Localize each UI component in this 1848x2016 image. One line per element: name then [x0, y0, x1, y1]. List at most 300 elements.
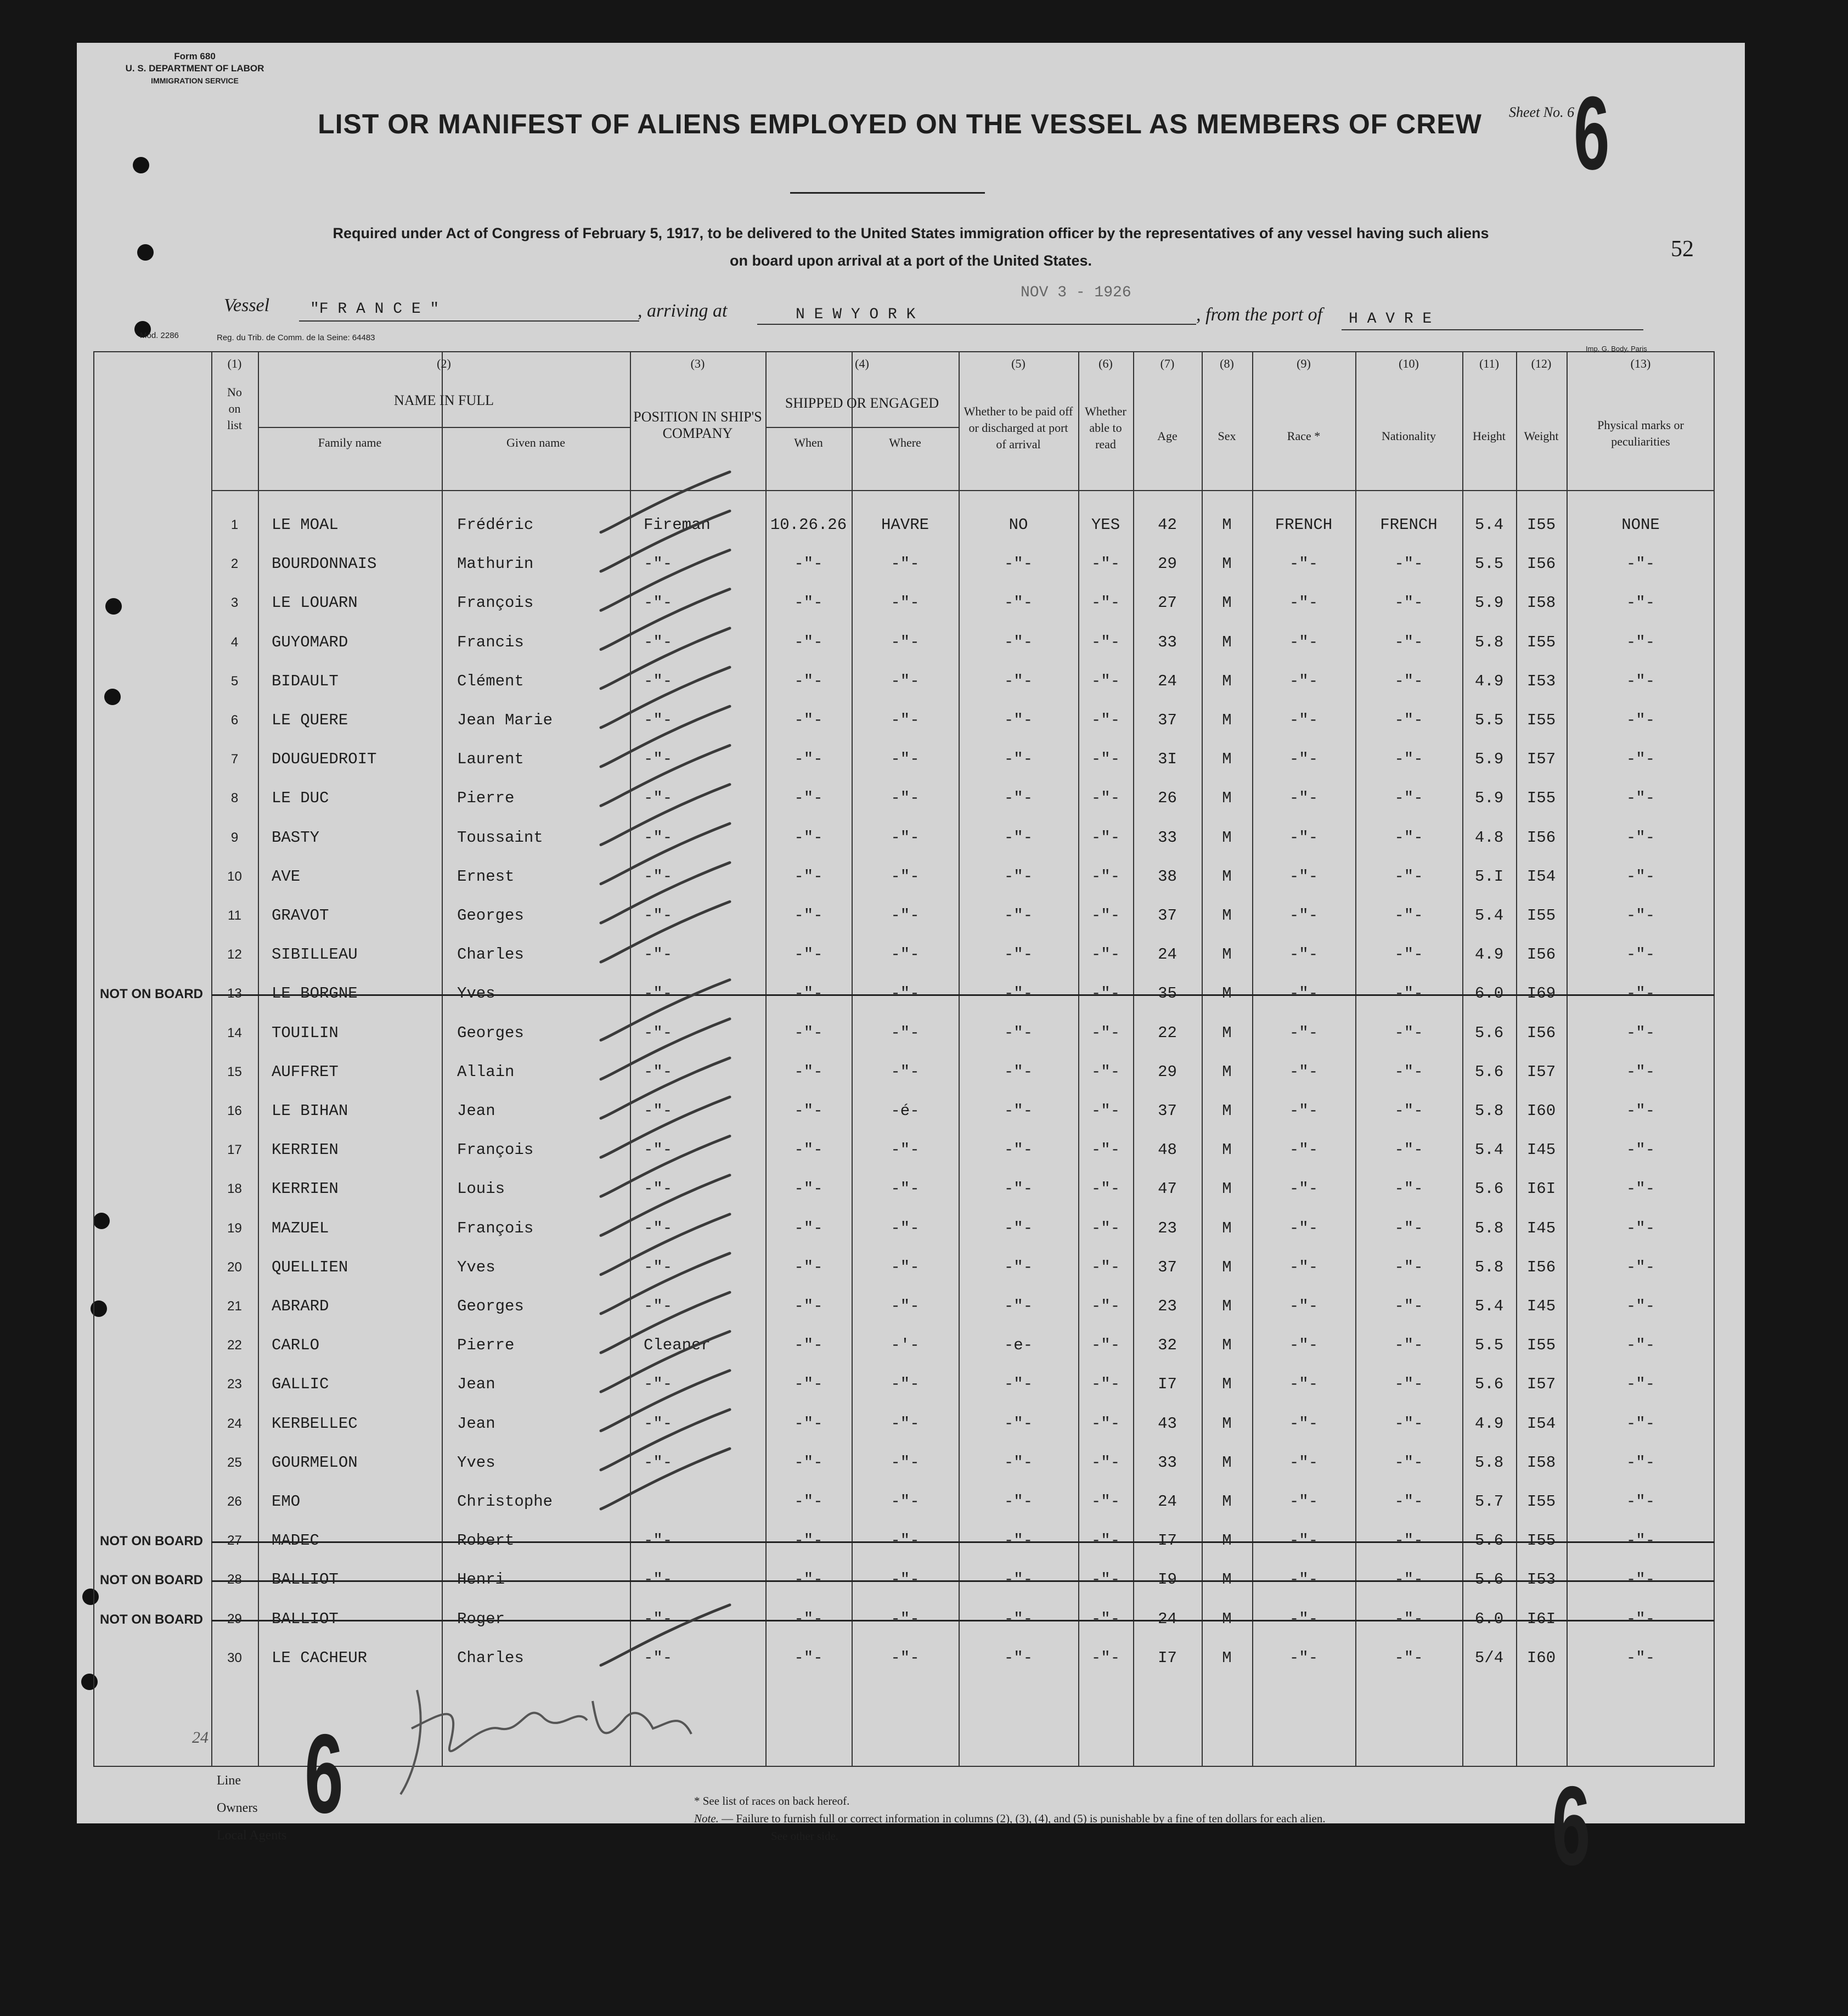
cell-nationality: -"-	[1394, 1414, 1423, 1433]
cell-weight: I6I	[1526, 1609, 1556, 1628]
cell-paid: -"-	[1004, 711, 1033, 729]
cell-when: -"-	[794, 594, 823, 612]
cell-paid: -"-	[1004, 555, 1033, 573]
cell-height: 4.9	[1474, 1414, 1504, 1433]
cell-race: -"-	[1289, 1180, 1319, 1198]
cell-position: -"-	[644, 1180, 673, 1198]
cell-sex: M	[1222, 1141, 1232, 1159]
footer-note-races: * See list of races on back hereof.	[694, 1794, 850, 1807]
cell-weight: I55	[1526, 516, 1556, 534]
arriving-label: , arriving at	[638, 301, 728, 321]
cell-marks: -"-	[1626, 828, 1655, 847]
cell-no: 29	[227, 1611, 242, 1626]
cell-family: LE BIHAN	[272, 1102, 348, 1120]
cell-height: 5.I	[1474, 867, 1504, 886]
cell-height: 4.8	[1474, 828, 1504, 847]
form-number: Form 680	[174, 51, 216, 61]
cell-marks: -"-	[1626, 906, 1655, 925]
from-port: H A V R E	[1349, 311, 1432, 328]
cell-age: 24	[1158, 945, 1177, 964]
cell-no: 7	[230, 752, 239, 767]
tally-check	[601, 1175, 730, 1236]
cell-read: -"-	[1091, 1648, 1120, 1667]
cell-where: -"-	[891, 750, 920, 769]
cell-age: 24	[1158, 672, 1177, 690]
cell-family: GALLIC	[272, 1375, 329, 1394]
cell-given: Roger	[457, 1609, 505, 1628]
cell-family: AVE	[272, 867, 301, 886]
tally-check	[601, 745, 730, 806]
cell-nationality: -"-	[1394, 750, 1423, 769]
cell-race: -"-	[1289, 1453, 1319, 1472]
cell-nationality: -"-	[1394, 594, 1423, 612]
cell-weight: I55	[1526, 1531, 1556, 1550]
cell-sex: M	[1222, 1648, 1232, 1667]
cell-marks: -"-	[1626, 1141, 1655, 1159]
cell-marks: -"-	[1626, 1493, 1655, 1511]
cell-no: 9	[230, 830, 239, 845]
cell-family: LE BORGNE	[272, 984, 358, 1003]
cell-paid: -"-	[1004, 1531, 1033, 1550]
tally-check	[601, 1136, 730, 1196]
cell-weight: I45	[1526, 1219, 1556, 1237]
cell-given: Georges	[457, 906, 524, 925]
cell-read: -"-	[1091, 1062, 1120, 1081]
cell-weight: I56	[1526, 555, 1556, 573]
cell-where: -"-	[891, 1453, 920, 1472]
footer-line-label: Line	[217, 1773, 241, 1788]
cell-age: 29	[1158, 1062, 1177, 1081]
cell-age: 35	[1158, 984, 1177, 1003]
cell-paid: -"-	[1004, 1062, 1033, 1081]
cell-position: -"-	[644, 633, 673, 651]
cell-marks: -"-	[1626, 1297, 1655, 1315]
cell-where: -"-	[891, 1493, 920, 1511]
header-c5-num: (5)	[1011, 357, 1026, 370]
cell-sex: M	[1222, 633, 1232, 651]
cell-height: 5.8	[1474, 1258, 1504, 1276]
header-c11-num: (11)	[1479, 357, 1499, 370]
cell-where: -"-	[891, 633, 920, 651]
cell-marks: -"-	[1626, 945, 1655, 964]
cell-nationality: -"-	[1394, 633, 1423, 651]
cell-weight: I56	[1526, 828, 1556, 847]
cell-family: BALLIOT	[272, 1609, 339, 1628]
subtitle-line-1: Required under Act of Congress of February 5, 1917, to be delivered to the United States immigration officer by the representatives of any vessel having such aliens	[333, 225, 1489, 241]
cell-where: -"-	[891, 1141, 920, 1159]
cell-height: 5.5	[1474, 711, 1504, 729]
cell-family: LE QUERE	[272, 711, 348, 729]
cell-age: 22	[1158, 1023, 1177, 1042]
cell-when: -"-	[794, 867, 823, 886]
vessel-label: Vessel	[224, 295, 270, 316]
cell-race: -"-	[1289, 1258, 1319, 1276]
sheet-stamp: 6	[1574, 75, 1610, 192]
cell-height: 5.6	[1474, 1531, 1504, 1550]
cell-family: QUELLIEN	[272, 1258, 348, 1276]
inspector-signature	[395, 1668, 702, 1800]
cell-weight: I56	[1526, 945, 1556, 964]
cell-nationality: -"-	[1394, 1609, 1423, 1628]
cell-paid: -"-	[1004, 789, 1033, 808]
cell-when: -"-	[794, 1062, 823, 1081]
cell-race: -"-	[1289, 1414, 1319, 1433]
cell-weight: I53	[1526, 1570, 1556, 1589]
cell-marks: -"-	[1626, 1453, 1655, 1472]
not-on-board-note: NOT ON BOARD	[100, 987, 203, 1002]
cell-position: -"-	[644, 1062, 673, 1081]
cell-sex: M	[1222, 1102, 1232, 1120]
cell-marks: NONE	[1621, 516, 1660, 534]
cell-nationality: -"-	[1394, 1453, 1423, 1472]
cell-nationality: -"-	[1394, 867, 1423, 886]
cell-age: 33	[1158, 633, 1177, 651]
cell-nationality: -"-	[1394, 945, 1423, 964]
tally-check	[601, 1410, 730, 1470]
header-c4-where: Where	[889, 436, 921, 449]
cell-paid: -"-	[1004, 828, 1033, 847]
cell-marks: -"-	[1626, 1062, 1655, 1081]
cell-sex: M	[1222, 1609, 1232, 1628]
cell-height: 5.7	[1474, 1493, 1504, 1511]
cell-nationality: -"-	[1394, 789, 1423, 808]
cell-given: Laurent	[457, 750, 524, 769]
cell-when: -"-	[794, 1297, 823, 1315]
cell-no: 25	[227, 1455, 242, 1470]
cell-paid: -"-	[1004, 750, 1033, 769]
cell-given: François	[457, 1219, 534, 1237]
cell-weight: I57	[1526, 1062, 1556, 1081]
header-c10-label: Nationality	[1382, 429, 1436, 443]
cell-position: -"-	[644, 789, 673, 808]
cell-read: -"-	[1091, 1258, 1120, 1276]
from-port-label: , from the port of	[1196, 305, 1323, 325]
cell-race: -"-	[1289, 750, 1319, 769]
cell-where: -"-	[891, 1570, 920, 1589]
header-c2-num: (2)	[437, 357, 451, 370]
cell-nationality: -"-	[1394, 1531, 1423, 1550]
cell-race: -"-	[1289, 633, 1319, 651]
cell-position: -"-	[644, 1375, 673, 1394]
cell-given: Ernest	[457, 867, 515, 886]
cell-read: -"-	[1091, 594, 1120, 612]
cell-weight: I6I	[1526, 1180, 1556, 1198]
header-c11-label: Height	[1473, 429, 1506, 443]
cell-where: -"-	[891, 555, 920, 573]
cell-sex: M	[1222, 1493, 1232, 1511]
cell-no: 1	[230, 517, 239, 532]
cell-height: 5.8	[1474, 1219, 1504, 1237]
cell-no: 15	[227, 1064, 242, 1079]
cell-given: Yves	[457, 1453, 495, 1472]
cell-given: Georges	[457, 1023, 524, 1042]
cell-sex: M	[1222, 516, 1232, 534]
cell-race: -"-	[1289, 945, 1319, 964]
cell-given: Jean Marie	[457, 711, 553, 729]
cell-when: -"-	[794, 1648, 823, 1667]
cell-sex: M	[1222, 750, 1232, 769]
cell-given: Allain	[457, 1062, 515, 1081]
cell-family: BALLIOT	[272, 1570, 339, 1589]
cell-age: 38	[1158, 867, 1177, 886]
page-number: 52	[1671, 236, 1694, 262]
cell-position: -"-	[644, 1414, 673, 1433]
cell-nationality: -"-	[1394, 1648, 1423, 1667]
cell-weight: I60	[1526, 1648, 1556, 1667]
cell-read: -"-	[1091, 1102, 1120, 1120]
cell-family: LE LOUARN	[272, 594, 358, 612]
cell-sex: M	[1222, 1297, 1232, 1315]
cell-position: -"-	[644, 555, 673, 573]
cell-family: GOURMELON	[272, 1453, 358, 1472]
cell-where: HAVRE	[881, 516, 929, 534]
cell-no: 17	[227, 1142, 242, 1158]
cell-when: -"-	[794, 1180, 823, 1198]
cell-height: 5.5	[1474, 1336, 1504, 1355]
cell-family: BIDAULT	[272, 672, 339, 690]
cell-sex: M	[1222, 555, 1232, 573]
cell-height: 6.0	[1474, 1609, 1504, 1628]
tally-check	[601, 1097, 730, 1157]
header-c2-family: Family name	[318, 436, 382, 449]
cell-paid: -"-	[1004, 1453, 1033, 1472]
cell-no: 11	[228, 908, 241, 923]
cell-height: 5.4	[1474, 1297, 1504, 1315]
tally-check	[601, 1019, 730, 1079]
cell-position: -"-	[644, 867, 673, 886]
cell-marks: -"-	[1626, 555, 1655, 573]
cell-age: 37	[1158, 906, 1177, 925]
cell-race: -"-	[1289, 1062, 1319, 1081]
cell-paid: -"-	[1004, 1180, 1033, 1198]
cell-nationality: -"-	[1394, 1258, 1423, 1276]
cell-race: -"-	[1289, 711, 1319, 729]
cell-nationality: -"-	[1394, 906, 1423, 925]
cell-age: 24	[1158, 1609, 1177, 1628]
cell-when: -"-	[794, 828, 823, 847]
cell-marks: -"-	[1626, 789, 1655, 808]
cell-sex: M	[1222, 1336, 1232, 1355]
cell-family: KERRIEN	[272, 1180, 339, 1198]
cell-where: -"-	[891, 1062, 920, 1081]
cell-sex: M	[1222, 1219, 1232, 1237]
cell-marks: -"-	[1626, 1414, 1655, 1433]
cell-position: -"-	[644, 1648, 673, 1667]
cell-position: -"-	[644, 1102, 673, 1120]
cell-nationality: -"-	[1394, 1336, 1423, 1355]
cell-when: -"-	[794, 1141, 823, 1159]
tally-check	[601, 785, 730, 845]
tally-check	[601, 472, 730, 532]
cell-nationality: -"-	[1394, 1493, 1423, 1511]
cell-where: -"-	[891, 1609, 920, 1628]
cell-paid: -"-	[1004, 1141, 1033, 1159]
cell-nationality: -"-	[1394, 1023, 1423, 1042]
cell-where: -"-	[891, 594, 920, 612]
cell-when: -"-	[794, 1453, 823, 1472]
cell-where: -"-	[891, 867, 920, 886]
cell-race: -"-	[1289, 594, 1319, 612]
cell-marks: -"-	[1626, 594, 1655, 612]
cell-given: Georges	[457, 1297, 524, 1315]
tally-check	[601, 589, 730, 650]
cell-when: -"-	[794, 1414, 823, 1433]
cell-age: I7	[1158, 1531, 1177, 1550]
service: IMMIGRATION SERVICE	[151, 76, 239, 85]
cell-family: LE DUC	[272, 789, 329, 808]
cell-paid: -"-	[1004, 1023, 1033, 1042]
cell-marks: -"-	[1626, 1102, 1655, 1120]
cell-nationality: -"-	[1394, 828, 1423, 847]
cell-paid: NO	[1008, 516, 1028, 534]
cell-when: 10.26.26	[770, 516, 847, 534]
cell-when: -"-	[794, 672, 823, 690]
cell-position: -"-	[644, 594, 673, 612]
cell-paid: -"-	[1004, 1648, 1033, 1667]
cell-no: 28	[227, 1572, 242, 1587]
cell-age: I9	[1158, 1570, 1177, 1589]
cell-where: -"-	[891, 1180, 920, 1198]
cell-family: DOUGUEDROIT	[272, 750, 377, 769]
cell-read: -"-	[1091, 1375, 1120, 1394]
cell-given: Francis	[457, 633, 524, 651]
cell-position: -"-	[644, 1297, 673, 1315]
cell-race: -"-	[1289, 828, 1319, 847]
cell-where: -'-	[891, 1336, 920, 1355]
cell-height: 5.9	[1474, 789, 1504, 808]
cell-when: -"-	[794, 906, 823, 925]
cell-given: Jean	[457, 1375, 495, 1394]
cell-nationality: -"-	[1394, 1297, 1423, 1315]
cell-weight: I58	[1526, 594, 1556, 612]
cell-given: Frédéric	[457, 516, 534, 534]
arriving-port: N E W Y O R K	[796, 306, 916, 323]
cell-nationality: -"-	[1394, 1141, 1423, 1159]
cell-weight: I55	[1526, 906, 1556, 925]
tally-check	[601, 1292, 730, 1353]
cell-position: -"-	[644, 828, 673, 847]
cell-nationality: -"-	[1394, 1375, 1423, 1394]
cell-when: -"-	[794, 1493, 823, 1511]
cell-marks: -"-	[1626, 867, 1655, 886]
cell-family: CARLO	[272, 1336, 320, 1355]
cell-nationality: -"-	[1394, 1102, 1423, 1120]
cell-position: -"-	[644, 906, 673, 925]
cell-read: -"-	[1091, 945, 1120, 964]
cell-height: 4.9	[1474, 672, 1504, 690]
cell-age: I7	[1158, 1648, 1177, 1667]
cell-read: -"-	[1091, 633, 1120, 651]
cell-family: TOUILIN	[272, 1023, 339, 1042]
cell-height: 5.6	[1474, 1375, 1504, 1394]
cell-given: Robert	[457, 1531, 515, 1550]
header-c9-label: Race *	[1287, 429, 1321, 443]
cell-position: -"-	[644, 1023, 673, 1042]
cell-weight: I55	[1526, 1336, 1556, 1355]
cell-family: BASTY	[272, 828, 320, 847]
cell-where: -"-	[891, 1414, 920, 1433]
cell-no: 14	[227, 1025, 242, 1040]
not-on-board-note: NOT ON BOARD	[100, 1534, 203, 1549]
cell-given: Pierre	[457, 1336, 515, 1355]
cell-height: 5.4	[1474, 1141, 1504, 1159]
tally-check	[601, 1253, 730, 1314]
cell-height: 5.6	[1474, 1023, 1504, 1042]
cell-paid: -"-	[1004, 1297, 1033, 1315]
header-c1-num: (1)	[227, 357, 242, 370]
date-stamp: NOV 3 - 1926	[1021, 284, 1131, 301]
cell-paid: -"-	[1004, 1570, 1033, 1589]
cell-height: 4.9	[1474, 945, 1504, 964]
tally-check	[601, 902, 730, 962]
cell-when: -"-	[794, 1336, 823, 1355]
cell-when: -"-	[794, 945, 823, 964]
cell-where: -"-	[891, 711, 920, 729]
cell-sex: M	[1222, 867, 1232, 886]
header-c13-label: Physical marks or peculiarities	[1597, 418, 1684, 448]
cell-age: 48	[1158, 1141, 1177, 1159]
cell-read: -"-	[1091, 1453, 1120, 1472]
cell-no: 27	[227, 1533, 242, 1548]
cell-position: -"-	[644, 1609, 673, 1628]
cell-race: -"-	[1289, 1023, 1319, 1042]
cell-age: 23	[1158, 1219, 1177, 1237]
cell-no: 13	[227, 986, 242, 1001]
cell-age: 43	[1158, 1414, 1177, 1433]
cell-paid: -"-	[1004, 945, 1033, 964]
tally-check	[601, 1058, 730, 1118]
cell-weight: I53	[1526, 672, 1556, 690]
cell-paid: -"-	[1004, 672, 1033, 690]
cell-nationality: -"-	[1394, 1062, 1423, 1081]
cell-height: 5.8	[1474, 633, 1504, 651]
cell-paid: -e-	[1004, 1336, 1033, 1355]
cell-sex: M	[1222, 906, 1232, 925]
cell-weight: I45	[1526, 1141, 1556, 1159]
cell-family: GRAVOT	[272, 906, 329, 925]
cell-where: -"-	[891, 945, 920, 964]
cell-race: -"-	[1289, 1375, 1319, 1394]
header-c9-num: (9)	[1297, 357, 1311, 370]
tally-check	[601, 511, 730, 571]
cell-where: -"-	[891, 789, 920, 808]
cell-where: -"-	[891, 1023, 920, 1042]
cell-age: 29	[1158, 555, 1177, 573]
cell-weight: I56	[1526, 1023, 1556, 1042]
cell-no: 24	[227, 1416, 242, 1431]
footer-note-lead: Note.	[694, 1812, 719, 1825]
cell-family: KERRIEN	[272, 1141, 339, 1159]
cell-nationality: -"-	[1394, 984, 1423, 1003]
cell-where: -"-	[891, 1648, 920, 1667]
cell-given: Yves	[457, 984, 495, 1003]
cell-height: 5.6	[1474, 1180, 1504, 1198]
cell-no: 3	[230, 595, 239, 611]
header-c12-label: Weight	[1524, 429, 1559, 443]
cell-when: -"-	[794, 1570, 823, 1589]
cell-position: -"-	[644, 711, 673, 729]
cell-position: -"-	[644, 1531, 673, 1550]
cell-race: -"-	[1289, 1648, 1319, 1667]
header-c3-label: POSITION IN SHIP'S COMPANY	[633, 409, 762, 441]
department: U. S. DEPARTMENT OF LABOR	[125, 63, 264, 74]
cell-when: -"-	[794, 1375, 823, 1394]
cell-marks: -"-	[1626, 1609, 1655, 1628]
cell-given: Charles	[457, 945, 524, 964]
cell-read: -"-	[1091, 828, 1120, 847]
cell-race: -"-	[1289, 1102, 1319, 1120]
cell-sex: M	[1222, 1023, 1232, 1042]
